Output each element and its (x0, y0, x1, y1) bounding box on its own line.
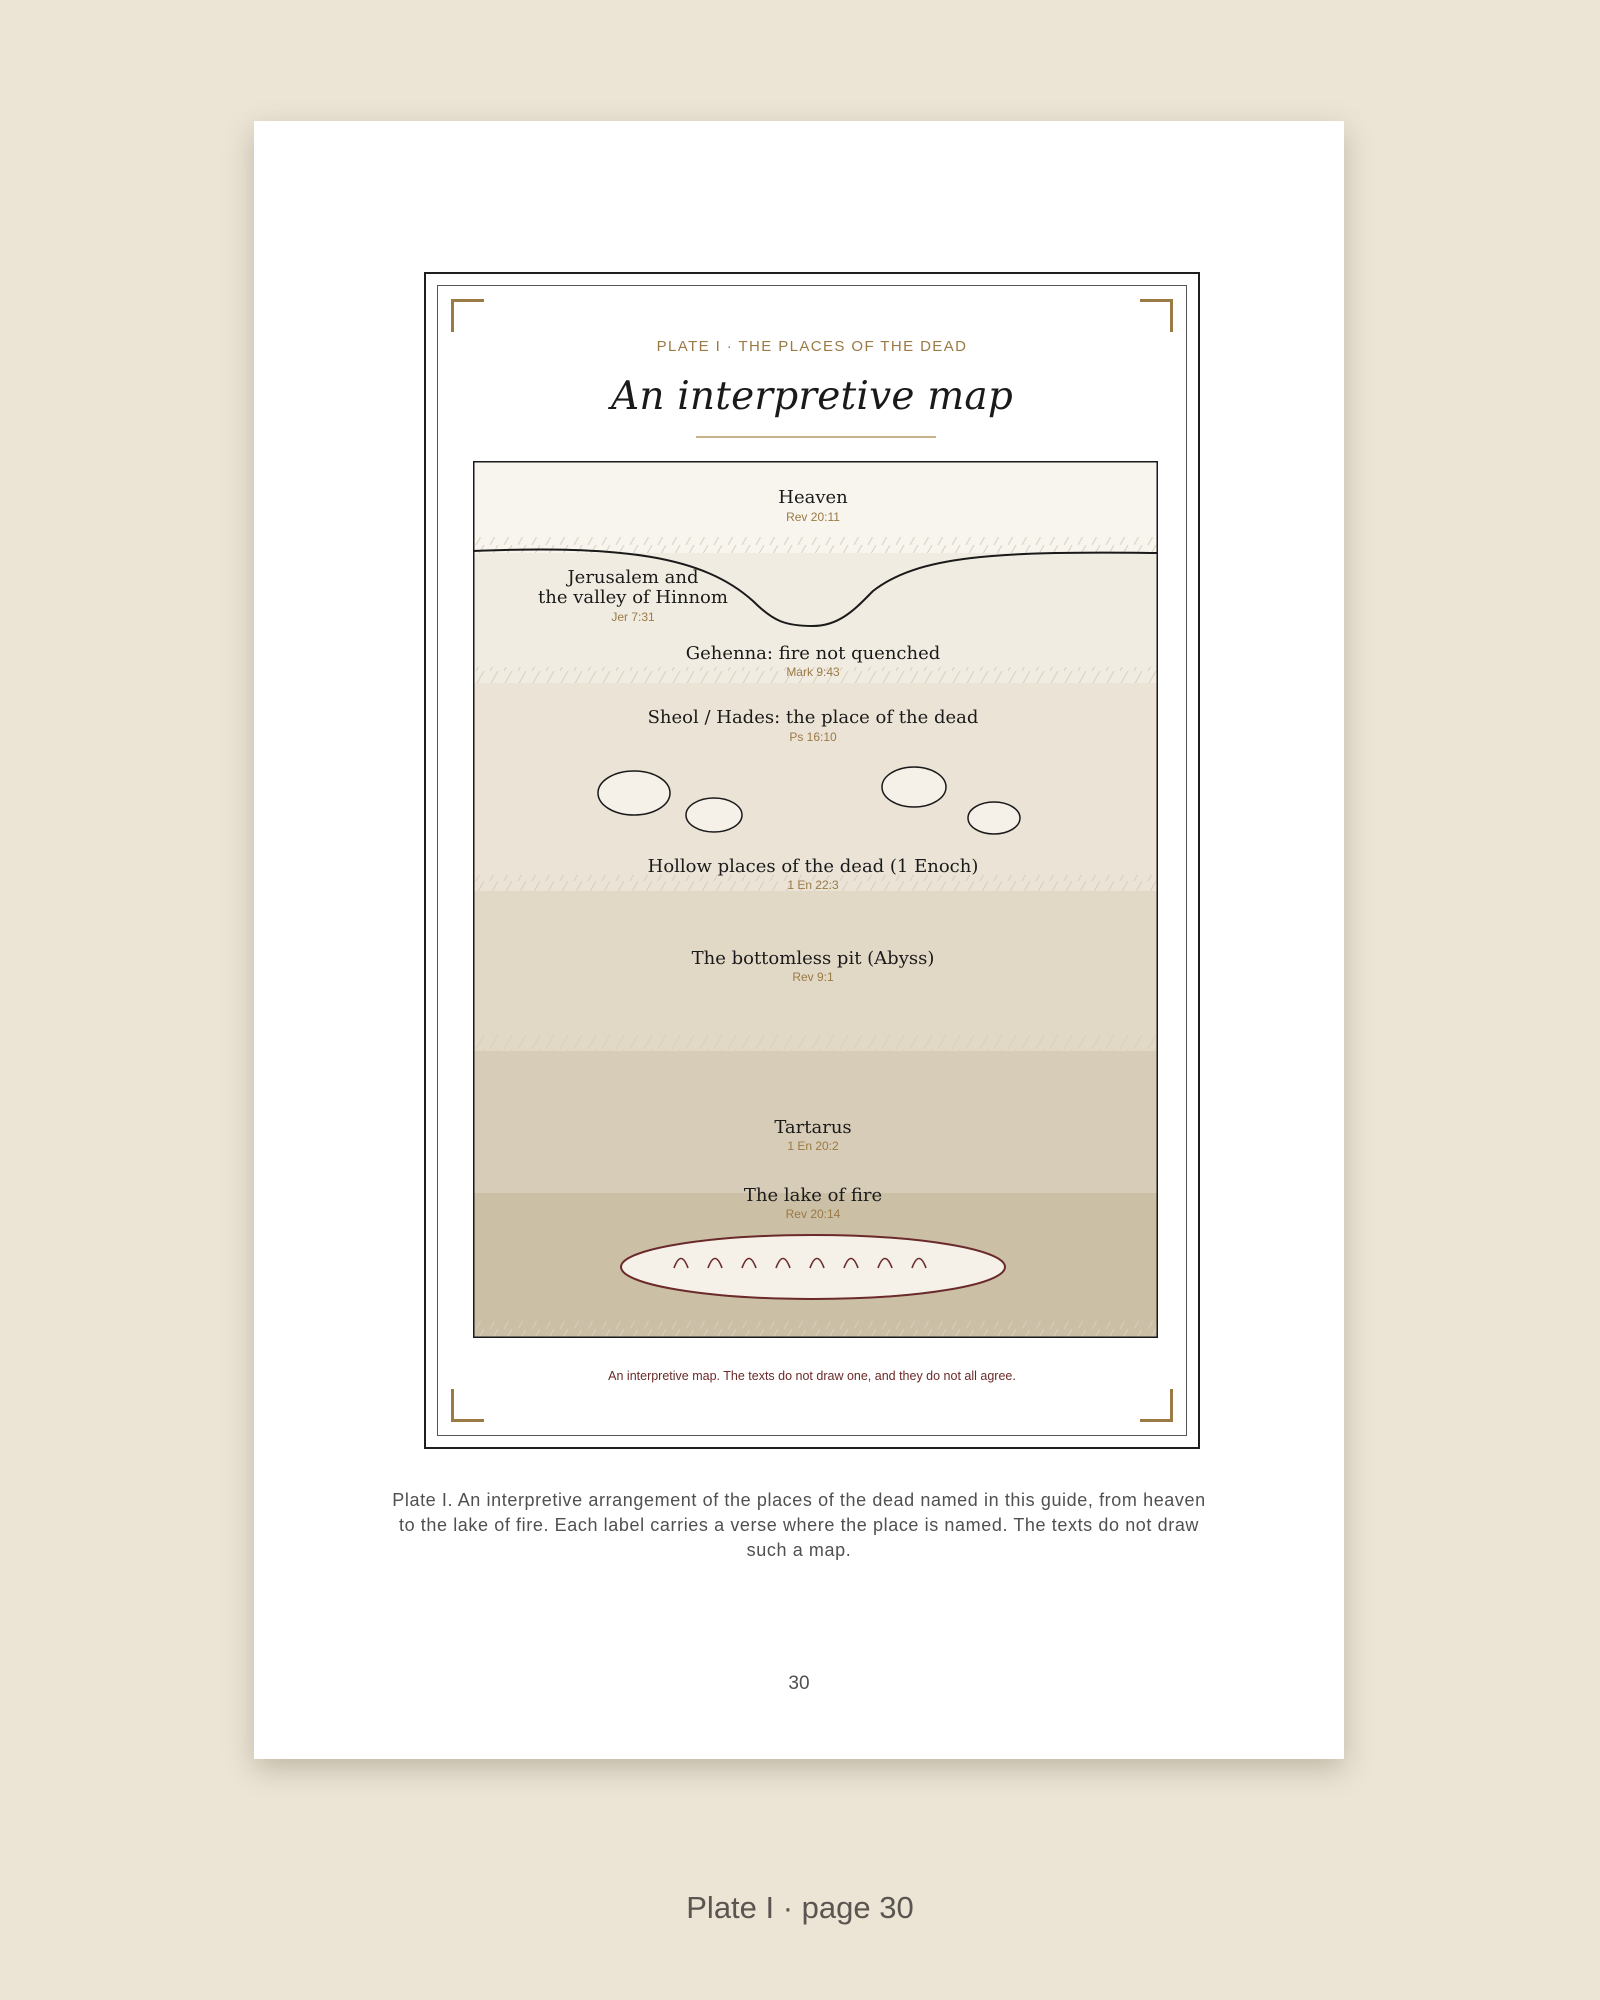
label-jerusalem-line2: the valley of Hinnom (538, 587, 728, 608)
label-lake-of-fire: The lake of fire (743, 1185, 883, 1206)
plate-inner-frame (437, 285, 1187, 1436)
corner-ornament-bottom-left (451, 1389, 484, 1422)
page-number: 30 (788, 1673, 810, 1694)
lake-of-fire (621, 1235, 1005, 1299)
places-of-the-dead-diagram (473, 461, 1158, 1338)
label-sheol: Sheol / Hades: the place of the dead (647, 707, 979, 728)
corner-ornament-top-right (1140, 299, 1173, 332)
plate-title: An interpretive map (610, 374, 1013, 419)
label-gehenna: Gehenna: fire not quenched (685, 643, 941, 664)
title-rule (696, 436, 936, 438)
label-jerusalem-line1: Jerusalem and (567, 567, 699, 588)
corner-ornament-top-left (451, 299, 484, 332)
plate-note: An interpretive map. The texts do not draw one, and they do not all agree. (608, 1369, 1016, 1383)
ref-hollow-places: 1 En 22:3 (787, 878, 839, 892)
label-tartarus: Tartarus (774, 1117, 852, 1138)
label-heaven: Heaven (778, 487, 848, 508)
diagram-svg (473, 461, 1158, 1338)
plate-caption: Plate I. An interpretive arrangement of the places of the dead named in this guide, from heaven to the lake of fire. Each label carries a verse where the place is named. The texts do not draw such a map. (392, 1490, 1206, 1560)
ref-lake-of-fire: Rev 20:14 (785, 1207, 841, 1221)
label-hollow-places: Hollow places of the dead (1 Enoch) (647, 856, 979, 877)
hatch-boundary-6 (473, 1321, 1158, 1337)
ref-gehenna: Mark 9:43 (786, 665, 840, 679)
hollow-place-cave (968, 802, 1020, 834)
ref-sheol: Ps 16:10 (789, 730, 837, 744)
corner-ornament-bottom-right (1140, 1389, 1173, 1422)
hatch-boundary-4 (473, 1035, 1158, 1051)
hollow-place-cave (598, 771, 670, 815)
plate-frame (424, 272, 1200, 1449)
ref-abyss: Rev 9:1 (792, 970, 834, 984)
book-page (254, 121, 1344, 1759)
hollow-place-cave (882, 767, 946, 807)
plate-kicker: PLATE I · THE PLACES OF THE DEAD (656, 338, 968, 355)
ref-jerusalem: Jer 7:31 (611, 610, 655, 624)
ref-tartarus: 1 En 20:2 (787, 1139, 839, 1153)
viewer-footer-label: Plate I · page 30 (686, 1890, 914, 1925)
ref-heaven: Rev 20:11 (786, 510, 840, 524)
label-abyss: The bottomless pit (Abyss) (691, 948, 935, 969)
hollow-place-cave (686, 798, 742, 832)
